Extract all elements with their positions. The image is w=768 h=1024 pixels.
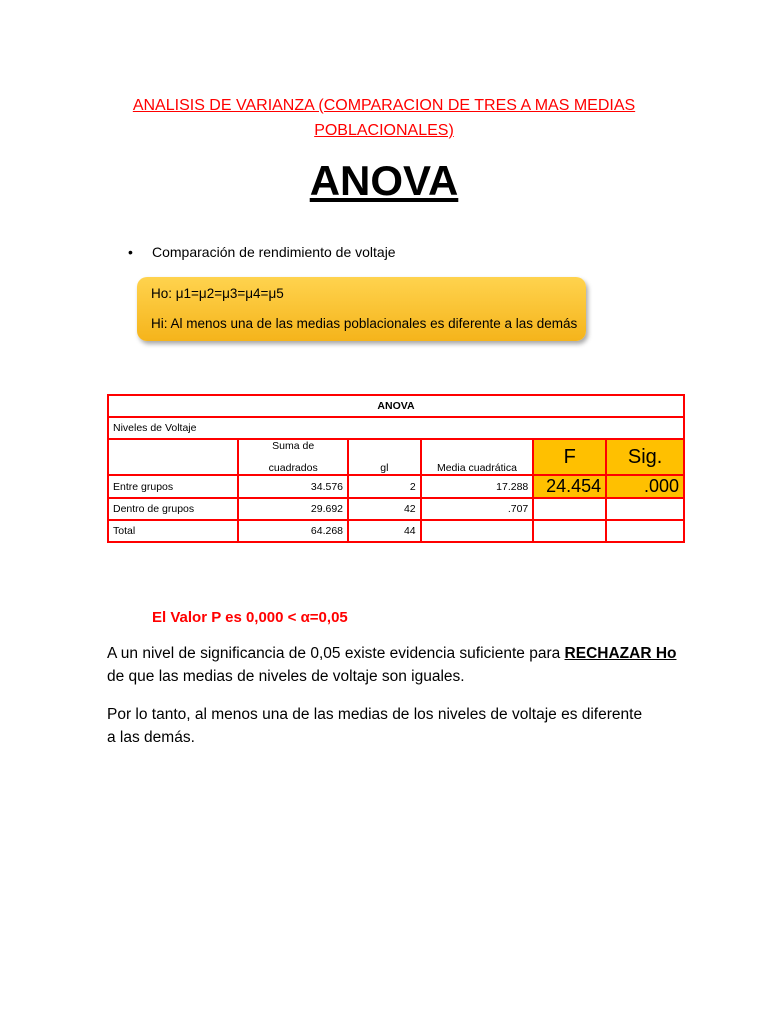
row-label: Dentro de grupos — [108, 498, 238, 520]
row-label: Total — [108, 520, 238, 542]
conclusion-paragraph-2 — [107, 703, 642, 749]
cell-sig — [606, 520, 684, 542]
table-subtitle: Niveles de Voltaje — [108, 417, 684, 439]
table-row — [108, 475, 684, 498]
table-header-row — [108, 439, 684, 475]
cell-sig — [606, 498, 684, 520]
conclusion-line-4: a las demás. — [107, 729, 195, 746]
bullet-dot-icon: • — [128, 244, 133, 260]
cell-f — [533, 520, 606, 542]
header-sum-squares-line1: Suma de — [272, 440, 315, 452]
cell-mean-square: 17.288 — [421, 475, 534, 498]
header-df: gl — [348, 439, 421, 475]
row-label: Entre grupos — [108, 475, 238, 498]
document-title — [100, 93, 668, 143]
conclusion-paragraph-1 — [107, 642, 676, 688]
header-f: F — [533, 439, 606, 475]
header-mean-square: Media cuadrática — [421, 439, 534, 475]
conclusion-line-2: de que las medias de niveles de voltaje son iguales. — [107, 668, 465, 685]
anova-table — [107, 394, 685, 543]
cell-sig: .000 — [606, 475, 684, 498]
cell-df: 44 — [348, 520, 421, 542]
p-value-statement: El Valor P es 0,000 < α=0,05 — [152, 609, 348, 626]
hypothesis-box — [137, 277, 586, 341]
table-row — [108, 520, 684, 542]
cell-sum-squares: 64.268 — [238, 520, 348, 542]
header-sum-squares-line2: cuadrados — [268, 462, 318, 474]
cell-f: 24.454 — [533, 475, 606, 498]
cell-df: 2 — [348, 475, 421, 498]
null-hypothesis: Ho: μ1=μ2=μ3=μ4=μ5 — [151, 286, 284, 301]
table-title: ANOVA — [108, 395, 684, 417]
header-sum-squares — [238, 439, 348, 475]
cell-df: 42 — [348, 498, 421, 520]
header-sig: Sig. — [606, 439, 684, 475]
bullet-text: Comparación de rendimiento de voltaje — [152, 244, 396, 260]
bullet-item — [128, 242, 396, 262]
cell-mean-square — [421, 520, 534, 542]
cell-sum-squares: 29.692 — [238, 498, 348, 520]
cell-sum-squares: 34.576 — [238, 475, 348, 498]
anova-heading: ANOVA — [309, 157, 459, 204]
document-title-line2: POBLACIONALES) — [314, 122, 454, 139]
conclusion-line-1 — [107, 642, 676, 665]
table-row — [108, 498, 684, 520]
reject-keyword: RECHAZAR Ho — [564, 645, 677, 662]
header-empty-cell — [108, 439, 238, 475]
cell-mean-square: .707 — [421, 498, 534, 520]
conclusion-line-3: Por lo tanto, al menos una de las medias de los niveles de voltaje es diferente — [107, 706, 643, 723]
alternative-hypothesis: Hi: Al menos una de las medias poblacionales es diferente a las demás — [151, 316, 578, 331]
cell-f — [533, 498, 606, 520]
conclusion-text-a: A un nivel de significancia de 0,05 existe evidencia suficiente para — [107, 645, 565, 662]
document-title-line1: ANALISIS DE VARIANZA (COMPARACION DE TRES A MAS MEDIAS — [132, 97, 636, 114]
